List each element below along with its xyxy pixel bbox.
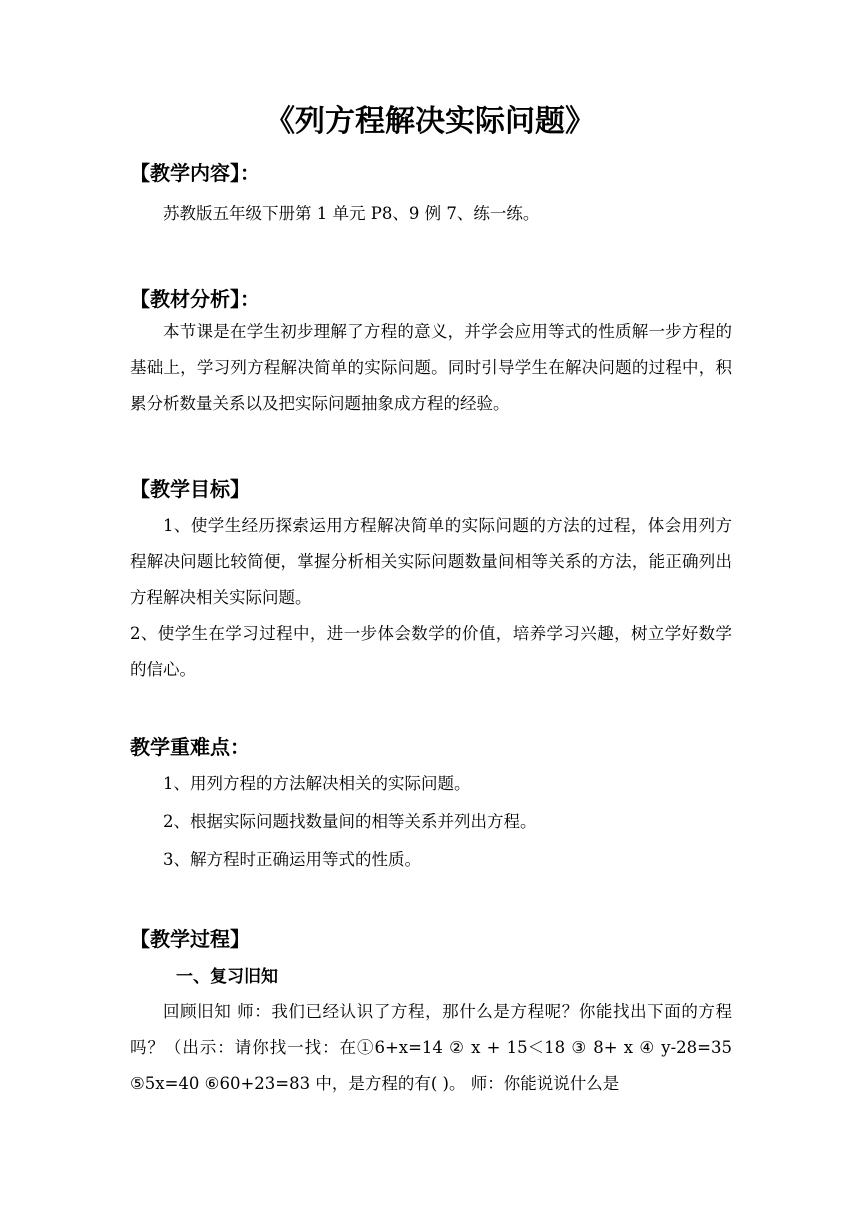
key-point-item: 3、解方程时正确运用等式的性质。 — [163, 850, 421, 869]
review-subheading: 一、复习旧知 — [176, 967, 278, 987]
review-text: 回顾旧知 师：我们已经认识了方程，那什么是方程呢？你能找出下面的方程吗？（出示：请你找一找：在①6+x=14 ② x + 15＜18 ③ 8+ x ④ y-28=35 ⑤5x=40 ⑥60+23=83 中，是方程的有( )。 师：你能说说什么是 — [130, 1002, 732, 1093]
material-analysis-heading: 【教材分析】： — [130, 287, 260, 311]
teaching-goal-2: 2、使学生在学习过程中，进一步体会数学的价值，培养学习兴趣，树立学好数学的信心。 — [130, 624, 732, 679]
key-points-heading: 教学重难点： — [130, 735, 250, 759]
teaching-goal-1: 1、使学生经历探索运用方程解决简单的实际问题的方法的过程，体会用列方程解决问题比较简便，掌握分析相关实际问题数量间相等关系的方法，能正确列出方程解决相关实际问题。 — [130, 516, 732, 607]
material-analysis-text: 本节课是在学生初步理解了方程的意义，并学会应用等式的性质解一步方程的基础上，学习列方程解决简单的实际问题。同时引导学生在解决问题的过程中，积累分析数量关系以及把实际问题抽象成方程的经验。 — [130, 322, 732, 413]
key-point-item: 2、根据实际问题找数量间的相等关系并列出方程。 — [163, 812, 537, 831]
teaching-goals-heading: 【教学目标】 — [130, 477, 250, 501]
teaching-content-text: 苏教版五年级下册第 1 单元 P8、9 例 7、练一练。 — [163, 204, 540, 223]
teaching-process-heading: 【教学过程】 — [130, 927, 250, 951]
teaching-content-heading: 【教学内容】： — [130, 161, 260, 185]
document-title: 《列方程解决实际问题》 — [265, 104, 595, 139]
key-point-item: 1、用列方程的方法解决相关的实际问题。 — [163, 774, 471, 793]
